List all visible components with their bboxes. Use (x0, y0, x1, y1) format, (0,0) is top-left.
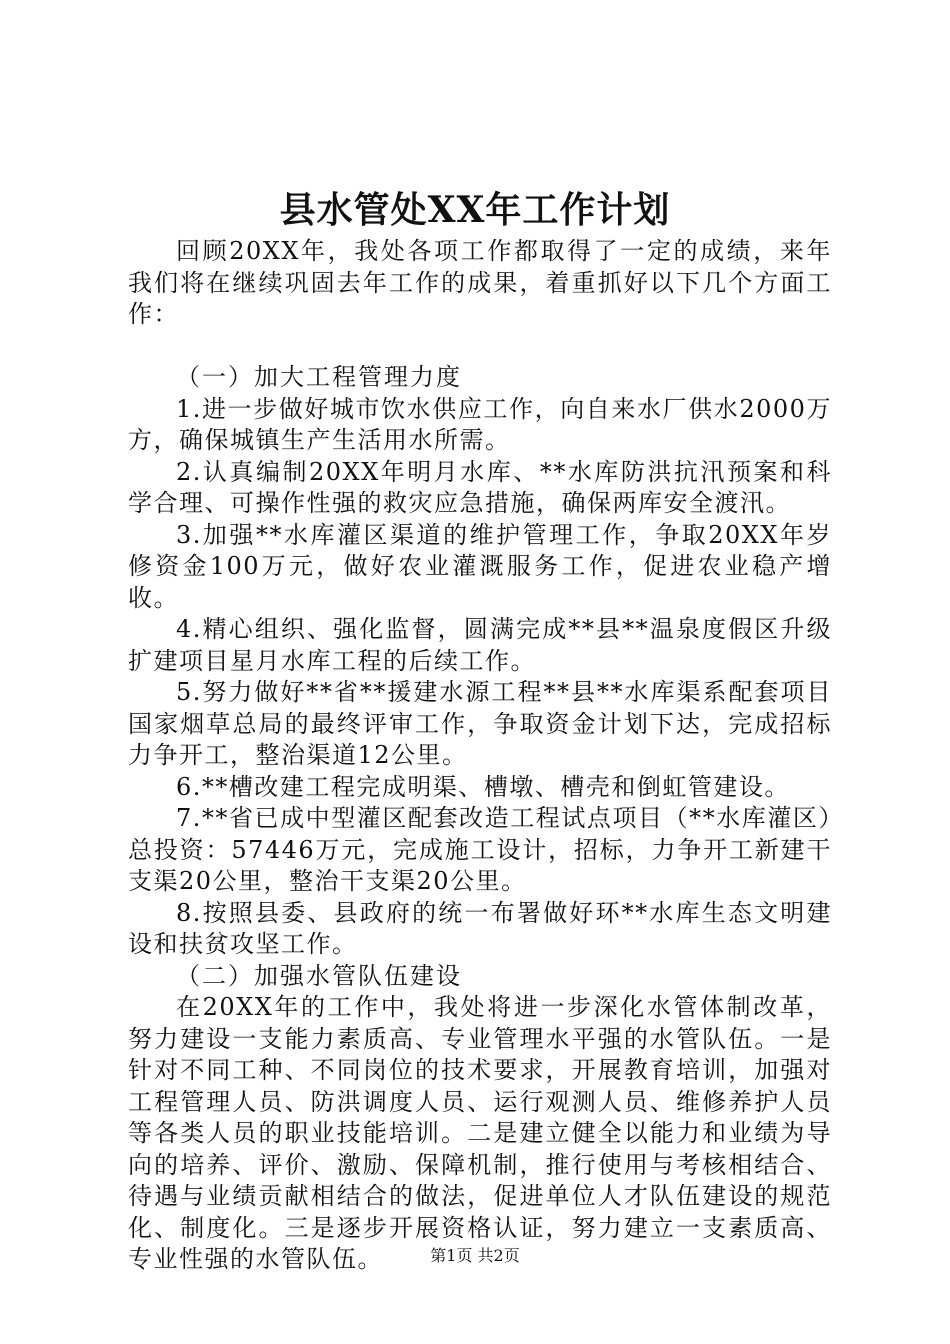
list-item: 7.**省已成中型灌区配套改造工程试点项目（**水库灌区）总投资：57446万元，完成施工设计，招标，力争开工新建干支渠20公里，整治干支渠20公里。 (128, 804, 832, 895)
document-title: 县水管处XX年工作计划 (279, 189, 671, 231)
list-item: 5.努力做好**省**援建水源工程**县**水库渠系配套项目国家烟草总局的最终评审工作，争取资金计划下达，完成招标力争开工，整治渠道12公里。 (128, 678, 832, 769)
list-item: 2.认真编制20XX年明月水库、**水库防洪抗汛预案和科学合理、可操作性强的救灾应急措施，确保两库安全渡汛。 (128, 457, 832, 517)
section2-paragraph: 在20XX年的工作中，我处将进一步深化水管体制改革，努力建设一支能力素质高、专业管理水平强的水管队伍。一是针对不同工种、不同岗位的技术要求，开展教育培训，加强对工程管理人员、防洪调度人员、运行观测人员、维修养护人员等各类人员的职业技能培训。二是建立健全以能力和业绩为导向的培养、评价、激励、保障机制，推行使用与考核相结合、待遇与业绩贡献相结合的做法，促进单位人才队伍建设的规范化、制度化。三是逐步开展资格认证，努力建立一支素质高、专业性强的水管队伍。 (128, 993, 832, 1273)
section-heading-2: （二）加强水管队伍建设 (176, 961, 462, 990)
paragraph-spacer (128, 331, 832, 363)
list-item: 3.加强**水库灌区渠道的维护管理工作，争取20XX年岁修资金100万元，做好农业灌溉服务工作，促进农业稳产增收。 (128, 520, 832, 612)
document-body (128, 236, 832, 1276)
list-item: 1.进一步做好城市饮水供应工作，向自来水厂供水2000万方，确保城镇生产生活用水所需。 (128, 394, 832, 454)
list-item: 6.**槽改建工程完成明渠、槽墩、槽壳和倒虹管建设。 (176, 772, 790, 801)
list-item: 8.按照县委、县政府的统一布署做好环**水库生态文明建设和扶贫攻坚工作。 (128, 898, 832, 958)
section-heading-1: （一）加大工程管理力度 (176, 363, 462, 391)
page-number-footer: 第1页 共2页 (430, 1246, 520, 1265)
intro-paragraph: 回顾20XX年，我处各项工作都取得了一定的成绩，来年我们将在继续巩固去年工作的成果，着重抓好以下几个方面工作： (128, 237, 832, 328)
list-item: 4.精心组织、强化监督，圆满完成**县**温泉度假区升级扩建项目星月水库工程的后续工作。 (128, 615, 832, 675)
